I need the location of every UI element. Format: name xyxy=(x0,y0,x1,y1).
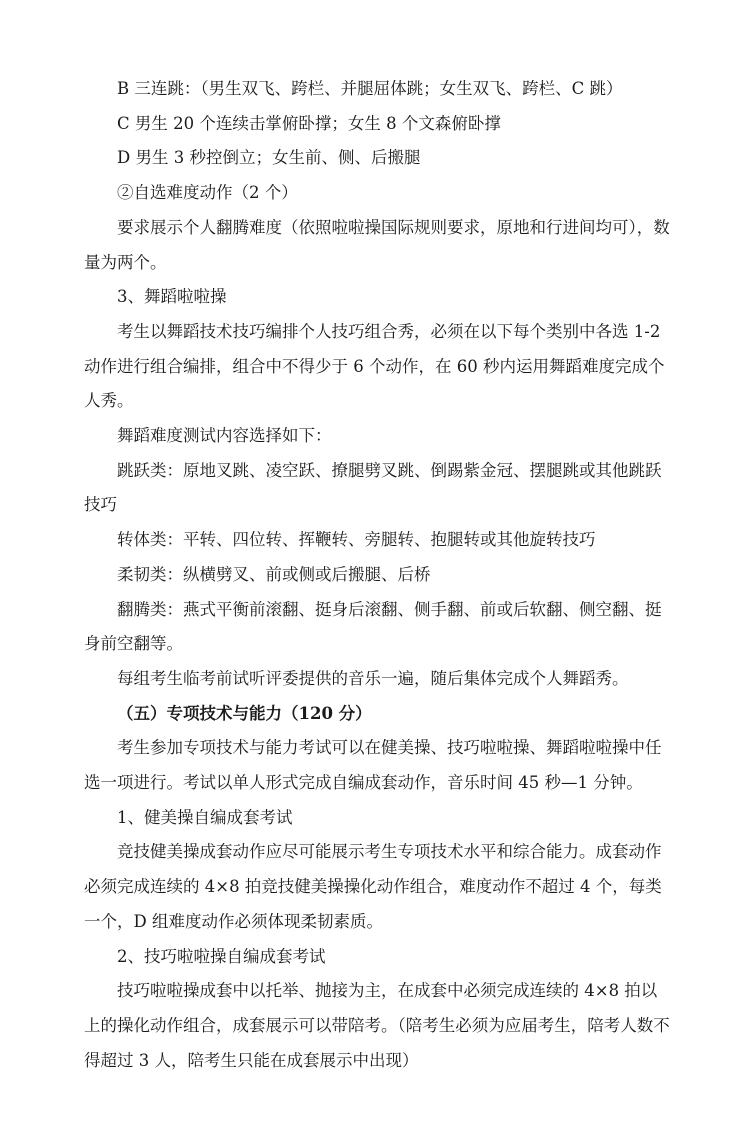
paragraph-tumbling-category: 翻腾类：燕式平衡前滚翻、挺身后滚翻、侧手翻、前或后软翻、侧空翻、挺身前空翻等。 xyxy=(84,599,662,654)
paragraph-acro-cheer-description: 技巧啦啦操成套中以托举、抛接为主，在成套中必须完成连续的 4×8 拍以上的操化动作组合，成套展示可以带陪考。（陪考生必须为应届考生，陪考人数不得超过 3 人，陪考生只能在成套展示中出现） xyxy=(84,981,670,1070)
paragraph-special-skills-intro: 考生参加专项技术与能力考试可以在健美操、技巧啦啦操、舞蹈啦啦操中任选一项进行。考试以单人形式完成自编成套动作，音乐时间 45 秒—1 分钟。 xyxy=(84,738,662,793)
paragraph-flexibility-category: 柔韧类：纵横劈叉、前或侧或后搬腿、后桥 xyxy=(117,564,431,584)
document-body xyxy=(84,72,670,1078)
paragraph-optional-difficulty-requirement: 要求展示个人翻腾难度（依照啦啦操国际规则要求，原地和行进间均可），数量为两个。 xyxy=(84,217,670,272)
paragraph-dance-cheer-description: 考生以舞蹈技术技巧编排个人技巧组合秀，必须在以下每个类别中各选 1-2 动作进行组合编排，组合中不得少于 6 个动作，在 60 秒内运用舞蹈难度完成个人秀。 xyxy=(84,321,665,411)
paragraph-dance-cheer-heading: 3、舞蹈啦啦操 xyxy=(117,287,227,307)
paragraph-aerobics-description: 竞技健美操成套动作应尽可能展示考生专项技术水平和综合能力。成套动作必须完成连续的 4×8 拍竞技健美操操化动作组合，难度动作不超过 4 个，每类一个，D 组难度动作必须体现柔韧素质。 xyxy=(84,842,662,931)
section-heading-special-skills: （五）专项技术与能力（120 分） xyxy=(117,703,372,723)
paragraph-aerobics-heading: 1、健美操自编成套考试 xyxy=(117,807,293,827)
paragraph-dance-test-intro: 舞蹈难度测试内容选择如下： xyxy=(117,426,332,446)
paragraph-c-pushups: C 男生 20 个连续击掌俯卧撑；女生 8 个文森俯卧撑 xyxy=(117,113,501,133)
paragraph-music-trial: 每组考生临考前试听评委提供的音乐一遍，随后集体完成个人舞蹈秀。 xyxy=(117,668,629,688)
paragraph-turn-category: 转体类：平转、四位转、挥鞭转、旁腿转、抱腿转或其他旋转技巧 xyxy=(117,530,596,550)
paragraph-jump-category: 跳跃类：原地叉跳、凌空跃、撩腿劈叉跳、倒踢紫金冠、摆腿跳或其他跳跃技巧 xyxy=(84,460,662,515)
paragraph-optional-difficulty-heading: ②自选难度动作（2 个） xyxy=(117,183,298,203)
paragraph-b-triple-jump: B 三连跳：（男生双飞、跨栏、并腿屈体跳；女生双飞、跨栏、C 跳） xyxy=(117,79,623,98)
paragraph-acro-cheer-heading: 2、技巧啦啦操自编成套考试 xyxy=(117,946,326,966)
paragraph-d-handstand: D 男生 3 秒控倒立；女生前、侧、后搬腿 xyxy=(117,148,421,168)
